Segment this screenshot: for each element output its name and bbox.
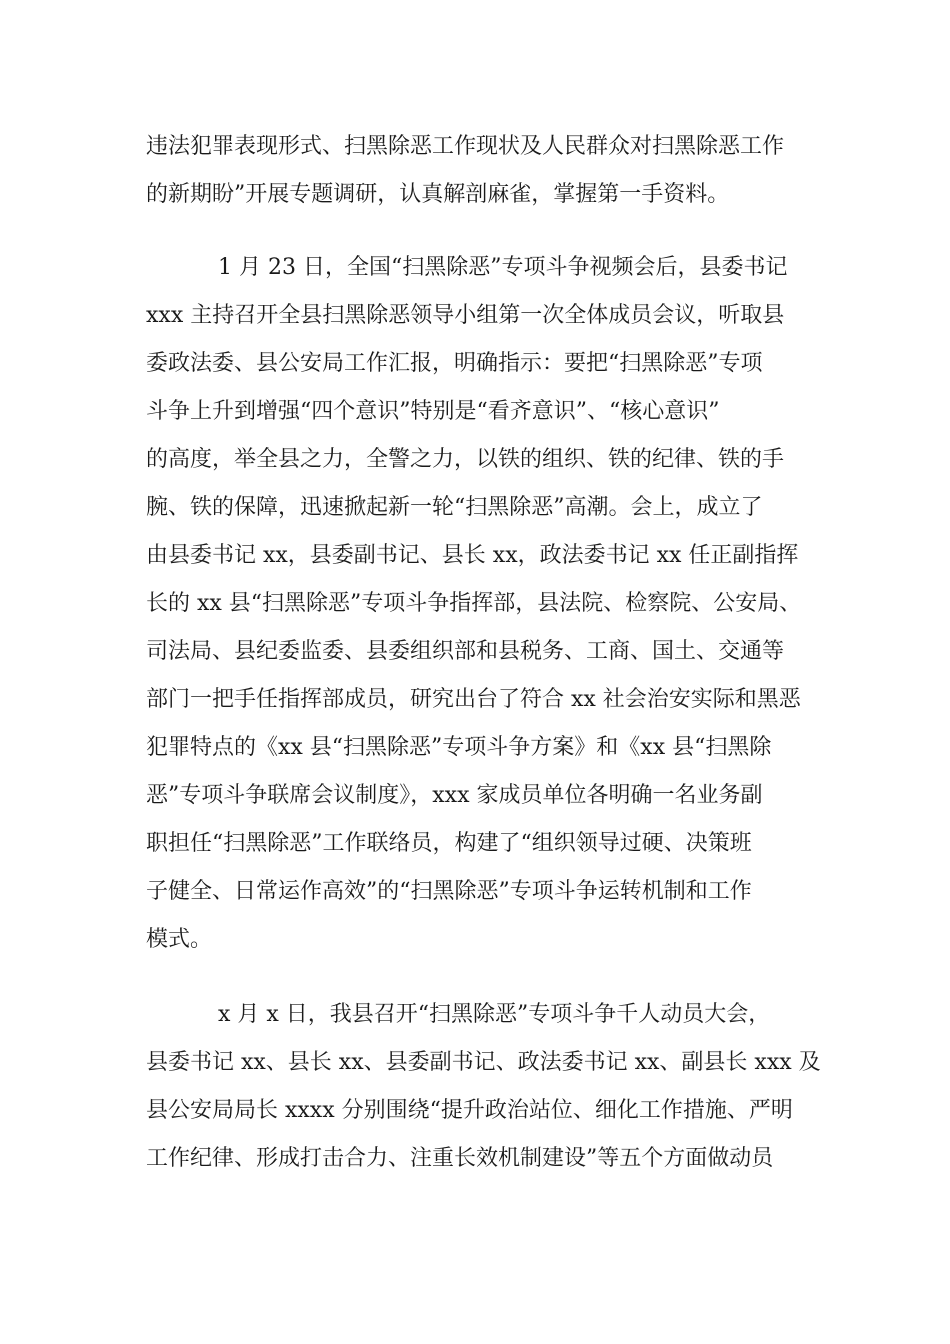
text-line: xxx 主持召开全县扫黑除恶领导小组第一次全体成员会议，听取县	[146, 303, 785, 328]
text-line: 部门一把手任指挥部成员，研究出台了符合 xx 社会治安实际和黑恶	[146, 687, 801, 712]
text-line: 违法犯罪表现形式、扫黑除恶工作现状及人民群众对扫黑除恶工作	[146, 134, 785, 159]
text-line: 的高度，举全县之力，全警之力，以铁的组织、铁的纪律、铁的手	[146, 447, 785, 472]
text-line: 由县委书记 xx，县委副书记、县长 xx，政法委书记 xx 任正副指挥	[146, 543, 799, 568]
text-line: 职担任“扫黑除恶”工作联络员，构建了“组织领导过硬、决策班	[146, 831, 752, 856]
paragraph-start-line: x 月 x 日，我县召开“扫黑除恶”专项斗争千人动员大会，	[218, 1002, 771, 1027]
text-line: 犯罪特点的《xx 县“扫黑除恶”专项斗争方案》和《xx 县“扫黑除	[146, 735, 772, 760]
text-line: 模式。	[146, 927, 213, 952]
text-line: 的新期盼”开展专题调研，认真解剖麻雀，掌握第一手资料。	[146, 182, 730, 207]
text-line: 斗争上升到增强“四个意识”特别是“看齐意识”、“核心意识”	[146, 399, 720, 424]
text-line: 长的 xx 县“扫黑除恶”专项斗争指挥部，县法院、检察院、公安局、	[146, 591, 802, 616]
text-line: 恶”专项斗争联席会议制度》，xxx 家成员单位各明确一名业务副	[146, 783, 763, 808]
text-line: 腕、铁的保障，迅速掀起新一轮“扫黑除恶”高潮。会上，成立了	[146, 495, 763, 520]
text-line: 工作纪律、形成打击合力、注重长效机制建设”等五个方面做动员	[146, 1146, 774, 1171]
text-line: 子健全、日常运作高效”的“扫黑除恶”专项斗争运转机制和工作	[146, 879, 752, 904]
text-line: 县委书记 xx、县长 xx、县委副书记、政法委书记 xx、副县长 xxx 及	[146, 1050, 821, 1075]
paragraph-start-line: 1 月 23 日，全国“扫黑除恶”专项斗争视频会后，县委书记	[218, 255, 788, 280]
text-line: 县公安局局长 xxxx 分别围绕“提升政治站位、细化工作措施、严明	[146, 1098, 793, 1123]
text-line: 司法局、县纪委监委、县委组织部和县税务、工商、国土、交通等	[146, 639, 785, 664]
text-line: 委政法委、县公安局工作汇报，明确指示：要把“扫黑除恶”专项	[146, 351, 763, 376]
